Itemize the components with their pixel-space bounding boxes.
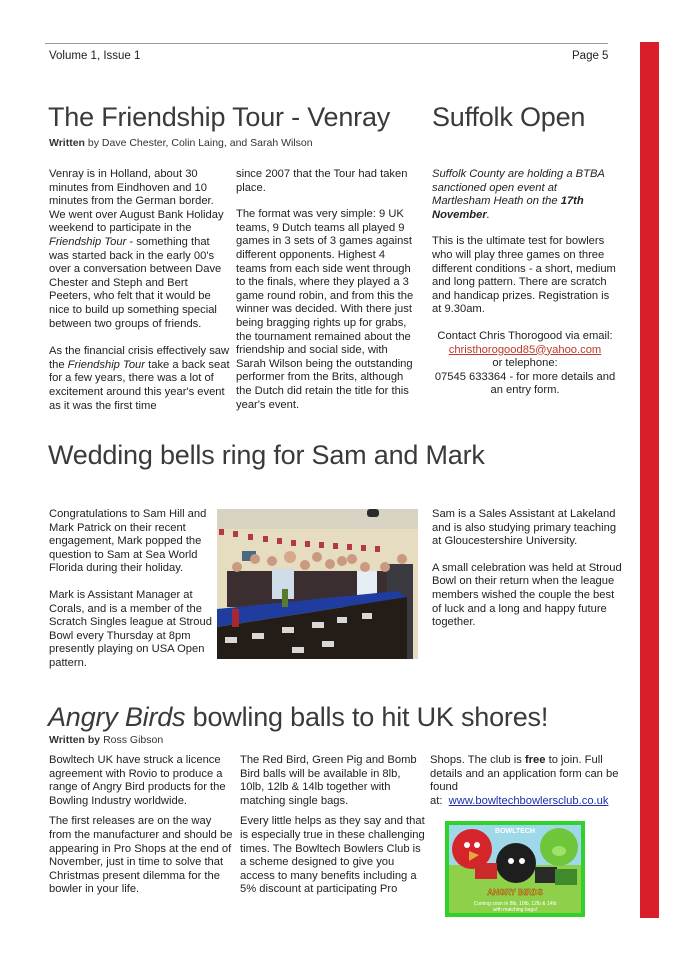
- angry-birds-ad-graphic: [445, 821, 585, 917]
- friendship-byline: [49, 137, 313, 149]
- paragraph: The format was very simple: 9 UK teams, 9 Dutch teams all played 9 games in 3 sets of 3 games against different opponents. Highest 4 teams from each side went through to the finals, where they played a 3 game round robin, and from this the winner was decided. With there just being bragging rights up for grabs, the tournament remained about the friendship and social side, with Sarah Wilson being the outstanding performer from the Brits, although the Dutch did retain the title for this year's event.: [236, 208, 414, 411]
- friendship-column-1: [49, 168, 231, 426]
- paragraph: Congratulations to Sam Hill and Mark Patrick on their recent engagement, Mark popped the question to Sam at Sea World Florida during their holiday.: [49, 508, 207, 575]
- paragraph: A small celebration was held at Stroud Bowl on their return when the league members wished the couple the best of luck and a long and happy future together.: [432, 561, 622, 629]
- paragraph: Mark is Assistant Manager at Corals, and is a member of the Scratch Singles league at Stroud Bowl every Thursday at 8pm presently playing on USA Open pattern.: [49, 588, 212, 669]
- issue-label: Volume 1, Issue 1: [49, 50, 141, 62]
- header-rule: [45, 43, 608, 44]
- title-rest: bowling balls to hit UK shores!: [185, 702, 549, 732]
- angry-column-1: [49, 754, 233, 904]
- paragraph: The first releases are on the way from the manufacturer and should be appearing in Pro Shops at the end of November, just in time to solve that Christmas present dilemma for the bowler in your life.: [49, 815, 233, 896]
- wedding-right-column: [432, 508, 622, 643]
- text: Venray is in Holland, about 30 minutes from Eindhoven and 10 minutes from the German border. We went over August Bank Holiday weekend to participate in the: [49, 168, 224, 235]
- text: at:: [430, 794, 449, 807]
- wedding-photo: [217, 509, 418, 659]
- paragraph: The Red Bird, Green Pig and Bomb Bird balls will be available in 8lb, 10lb, 12lb & 14lb together with matching single bags.: [240, 754, 417, 807]
- text-emphasis: Friendship Tour: [67, 358, 145, 371]
- paragraph: [49, 168, 231, 331]
- suffolk-intro: [432, 168, 618, 222]
- or-telephone: or telephone:: [492, 357, 558, 370]
- friendship-title: The Friendship Tour - Venray: [48, 102, 391, 132]
- event-date: 17th November: [432, 195, 584, 221]
- paragraph: since 2007 that the Tour had taken place.: [236, 168, 408, 194]
- byline-label: Written: [49, 137, 85, 149]
- paragraph: This is the ultimate test for bowlers who will play three games on three different conditions - a short, medium and long pattern. There are scratch and handicap prizes. Registration is at 9.30am.: [432, 235, 616, 316]
- page-number: Page 5: [572, 50, 609, 62]
- wedding-left-column: [49, 508, 215, 684]
- ad-caption-1: Coming soon in 8lb, 10lb, 12lb & 14lb: [473, 901, 557, 907]
- wedding-title: Wedding bells ring for Sam and Mark: [48, 440, 485, 470]
- angry-column-3: [430, 754, 620, 815]
- contact-line: Contact Chris Thorogood via email:: [437, 329, 613, 342]
- byline-label: Written by: [49, 734, 101, 746]
- byline-author: Ross Gibson: [100, 734, 164, 746]
- suffolk-title: Suffolk Open: [432, 102, 586, 132]
- byline-authors: by Dave Chester, Colin Laing, and Sarah Wilson: [84, 137, 313, 149]
- email-link[interactable]: christhorogood85@yahoo.com: [448, 343, 602, 356]
- brand-text: BOWLTECH: [495, 828, 535, 835]
- friendship-column-2: [236, 168, 416, 425]
- black-bag: [535, 867, 557, 883]
- text: to join. Full details and an application form can be found: [430, 754, 619, 794]
- accent-bar: [640, 42, 659, 918]
- angry-birds-ad: [445, 821, 585, 917]
- green-bag: [555, 869, 577, 885]
- bowling-alley-photo: [217, 509, 418, 659]
- angry-birds-title: [48, 702, 548, 733]
- red-bag: [475, 863, 497, 879]
- angry-column-2: [240, 754, 426, 904]
- text: take a back seat for a few years, there was a lot of excitement around this year's event as it was the first time: [49, 358, 230, 412]
- website-link[interactable]: www.bowltechbowlersclub.co.uk: [448, 794, 609, 807]
- title-emphasis: Angry Birds: [48, 702, 186, 732]
- paragraph: [430, 754, 620, 808]
- bomb-bird-ball: [496, 843, 536, 883]
- suffolk-column: [432, 168, 618, 398]
- paragraph: Bowltech UK have struck a licence agreement with Rovio to produce a range of Angry Bird products for the Bowling Industry worldwide.: [49, 754, 226, 807]
- text: - something that was started back in the early 00's over a conversation between Dave Chester and Steph and Bert Peeters, who felt that it would be nice to build up something special between two groups of friends.: [49, 235, 222, 330]
- text-bold: free: [524, 754, 546, 766]
- paragraph: Every little helps as they say and that is especially true in these challenging times. The Bowltech Bowlers Club is a scheme designed to give you access to many benefits including a 5% discount at participating Pro: [240, 815, 425, 896]
- paragraph: [49, 345, 231, 413]
- contact-block: [432, 330, 618, 398]
- text: .: [486, 208, 490, 221]
- ad-caption-2: with matching bags!: [492, 907, 538, 913]
- phone-line: 07545 633364 - for more details and an entry form.: [434, 370, 616, 397]
- text: As the financial crisis effectively saw the: [49, 345, 230, 371]
- text: Shops. The club is: [430, 754, 525, 766]
- paragraph: Sam is a Sales Assistant at Lakeland and is also studying primary teaching at Gloucestershire University.: [432, 508, 617, 548]
- logo-text: ANGRY BIRDS: [487, 888, 543, 897]
- angry-birds-byline: [49, 734, 163, 746]
- text: Suffolk County are holding a BTBA sanctioned open event at Martlesham Heath on the: [432, 168, 605, 208]
- text-emphasis: Friendship Tour: [49, 235, 127, 248]
- bottle: [232, 609, 239, 627]
